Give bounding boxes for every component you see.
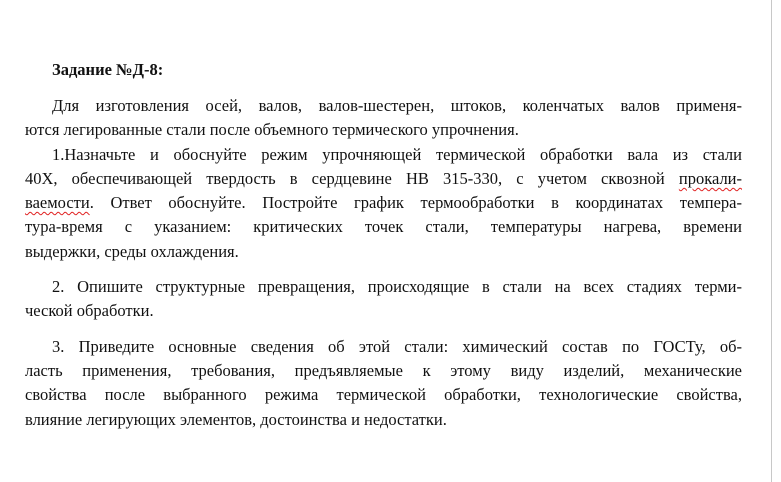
item-1-line-2 [25, 167, 742, 191]
item-2-line-1: 2. Опишите структурные превращения, происходящие в стали на всех стадиях терми- [52, 277, 742, 297]
assignment-heading: Задание №Д-8: [52, 60, 164, 79]
item-2-paragraph [25, 275, 742, 324]
item-1-line-3 [25, 191, 742, 215]
spellcheck-flagged-word[interactable]: ваемости [25, 193, 90, 213]
intro-line-2: ются легированные стали после объемного термического упрочнения. [25, 120, 519, 140]
item-2-line-2: ческой обработки. [25, 301, 154, 321]
item-1-line-3-text: . Ответ обоснуйте. Постройте график термообработки в координатах темпера- [89, 193, 742, 213]
item-1-line-1: 1.Назначьте и обоснуйте режим упрочняющей термической обработки вала из стали [52, 144, 742, 164]
paragraph-gap [25, 324, 742, 335]
window-right-edge [771, 0, 781, 482]
item-3-line-4: влияние легирующих элементов, достоинства и недостатки. [25, 409, 447, 429]
item-1-line-4: тура-время с указанием: критических точек стали, температуры нагрева, времени [25, 217, 742, 237]
item-1-paragraph [25, 143, 742, 264]
item-3-paragraph [25, 335, 742, 432]
item-1-line-2-text: 40Х, обеспечивающей твердость в сердцевине НВ 315-330, с учетом сквозной [25, 168, 679, 188]
item-3-line-3: свойства после выбранного режима термической обработки, технологические свойства, [25, 385, 742, 405]
intro-paragraph [25, 94, 742, 143]
item-3-line-2: ласть применения, требования, предъявляемые к этому виду изделий, механические [25, 360, 742, 380]
intro-line-1: Для изготовления осей, валов, валов-шестерен, штоков, коленчатых валов применя- [52, 96, 742, 115]
paragraph-gap [25, 264, 742, 275]
document-body [25, 58, 742, 432]
item-3-line-1: 3. Приведите основные сведения об этой стали: химический состав по ГОСТу, об- [52, 336, 742, 356]
spellcheck-flagged-word[interactable]: прокали- [678, 168, 742, 188]
item-1-line-5: выдержки, среды охлаждения. [25, 241, 239, 261]
